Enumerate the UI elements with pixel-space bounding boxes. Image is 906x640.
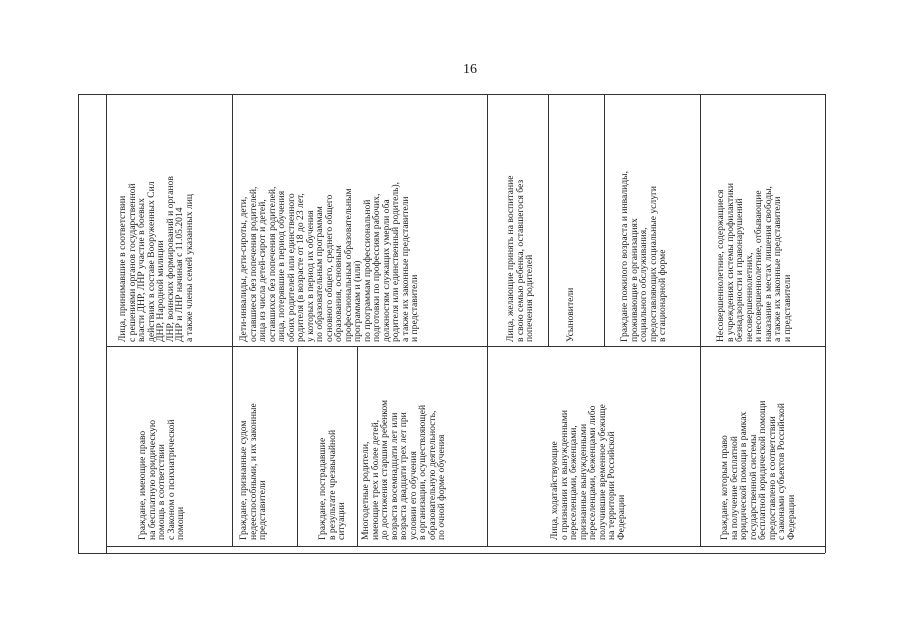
member-cell: Лица, принимавшие в соответствии с решениями органов государственной власти ДНР, ЛНР участие в боевых действиях в составе Вооруженных Сил ДНР, Народной милиции ЛНР, воинских формирований и органов ДНР и ЛНР начиная с 11.05.2014 а также члены семей указанных лиц xyxy=(117,176,195,342)
page-number: 16 xyxy=(463,62,477,77)
member-cell: Граждане пожилого возраста и инвалиды, проживающие в организациях социального обслуживания, предоставляющих социальные услуги в стационарной форме xyxy=(619,170,668,342)
table-rule xyxy=(700,94,701,546)
member-cell: Усыновители xyxy=(565,287,576,342)
member-cell: Несовершеннолетние, содержащиеся в учреждениях системы профилактики безнадзорности и правонарушений несовершеннолетних, и несовершеннолетние, отбывающие наказание в местах лишения свободы, а также их законные представители и представители xyxy=(715,182,793,342)
table-rule xyxy=(357,346,358,546)
category-cell: Граждане, которым право на получение бесплатной юридической помощи в рамках государственной системы бесплатной юридической помощи предоставлено в соответствии с законами субъектов Российской Федерации xyxy=(719,400,797,540)
table-rule xyxy=(106,346,825,347)
table-rule xyxy=(297,346,298,546)
member-cell: Лица, желающие принять на воспитание в свою семью ребенка, оставшегося без попечения родителей xyxy=(505,175,535,342)
table-rule xyxy=(106,546,825,547)
member-cell: Дети-инвалиды, дети-сироты, дети, оставшиеся без попечения родителей, лица из числа детей-сирот и детей, оставшихся без попечения родителей, лица, потерявшие в период обучения обоих родителей или единственного родителя (в возрасте от 18 до 23 лет, у которых в период их обучения по образовательным программам основного общего, среднего общего образования, основным профессиональным образовательным программам и (или) по программам профессиональной подготовки по профессиям рабочих, должностям служащих умерли оба родителя или единственный родитель), а также их законные представители и представители xyxy=(238,181,420,342)
table-rule xyxy=(825,94,826,553)
table-rule xyxy=(106,94,107,553)
table-rule xyxy=(78,94,825,95)
table-rule xyxy=(78,94,79,553)
table-rule xyxy=(548,94,549,347)
category-cell: Лица, ходатайствующие о признании их вынужденными переселенцами, беженцами, признанные вынужденными переселенцами, беженцами либо получившие временное убежище на территории Российской Федерации xyxy=(549,404,627,540)
category-cell: Граждане, пострадавшие в результате чрезвычайной ситуации xyxy=(317,429,347,540)
category-cell: Многодетные родители, имеющие трех и более детей, до достижения старшим ребенком возраста восемнадцати лет или возраста двадцати трех лет при условии его обучения в организации, осуществляющей образовательную деятельность, по очной форме обучения xyxy=(360,399,447,540)
table-rule xyxy=(232,94,233,546)
table-rule xyxy=(78,553,825,554)
table-rule xyxy=(487,94,488,546)
table-rule xyxy=(604,94,605,347)
category-cell: Граждане, имеющие право на бесплатную юридическую помощь в соответствии с Законом о психиатрической помощи xyxy=(137,419,186,540)
category-cell: Граждане, признанные судом недееспособными, и их законные представители xyxy=(238,403,268,540)
